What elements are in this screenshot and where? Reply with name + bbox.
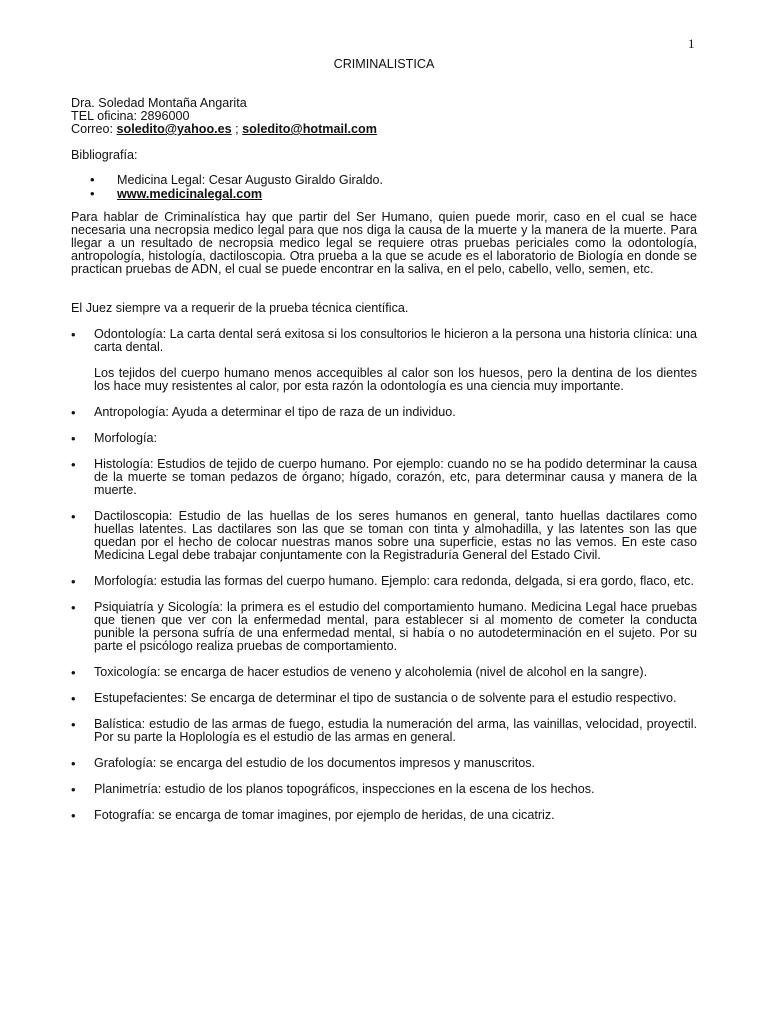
topic-planimetria: Planimetría: estudio de los planos topográficos, inspecciones en la escena de los hechos. xyxy=(94,782,595,796)
bullet-icon: • xyxy=(71,756,76,771)
topic-histologia: Histología: Estudios de tejido de cuerpo humano. Por ejemplo: cuando no se ha podido determinar la causa de la muerte se toman pedazos de órgano; hígado, corazón, etc, para determinar causa y manera de la muerte. xyxy=(94,457,697,497)
topic-psiquiatria: Psiquiatría y Sicología: la primera es el estudio del comportamiento humano. Medicina Legal hace pruebas que tienen que ver con la enfermedad mental, para establecer si al momento de cometer la conducta punible la persona sufría de una enfermedad mental, si había o no autodeterminación en el sujeto. Por su parte el psicólogo realiza pruebas de comportamiento. xyxy=(94,600,697,653)
list-item xyxy=(71,432,697,445)
list-item xyxy=(71,406,697,419)
page-number: 1 xyxy=(688,36,695,51)
list-item xyxy=(71,575,697,588)
document-title: CRIMINALISTICA xyxy=(333,57,435,71)
bullet-icon: • xyxy=(71,600,76,615)
bullet-icon: • xyxy=(71,691,76,706)
bibliography-list xyxy=(90,174,690,202)
list-item xyxy=(71,510,697,562)
list-item xyxy=(71,692,697,705)
topic-odontologia-detail: Los tejidos del cuerpo humano menos accequibles al calor son los huesos, pero la dentina de los dientes los hace muy resistentes al calor, por esta razón la odontología es una ciencia muy importante. xyxy=(94,366,697,393)
list-item xyxy=(71,718,697,744)
list-item xyxy=(71,328,697,393)
bullet-icon: • xyxy=(90,186,95,201)
contact-block xyxy=(71,97,697,136)
topic-odontologia: Odontología: La carta dental será exitosa si los consultorios le hicieron a la persona una historia clínica: una carta dental. xyxy=(94,327,697,354)
list-item xyxy=(71,809,697,822)
bullet-icon: • xyxy=(90,172,95,187)
list-item xyxy=(71,757,697,770)
topic-morfologia-heading: Morfología: xyxy=(94,431,157,445)
email-separator: ; xyxy=(231,122,243,136)
topic-estupefacientes: Estupefacientes: Se encarga de determinar el tipo de sustancia o de solvente para el estudio respectivo. xyxy=(94,691,677,705)
email-link-hotmail[interactable]: soledito@hotmail.com xyxy=(242,122,377,136)
topic-morfologia: Morfología: estudia las formas del cuerpo humano. Ejemplo: cara redonda, delgada, si era gordo, flaco, etc. xyxy=(94,574,694,588)
bullet-icon: • xyxy=(71,457,76,472)
topic-balistica: Balística: estudio de las armas de fuego, estudia la numeración del arma, las vainillas, velocidad, proyectil. Por su parte la Hoplología es el estudio de las armas en general. xyxy=(94,717,697,744)
list-item xyxy=(71,666,697,679)
topics-list xyxy=(71,328,697,822)
bibliography-book: Medicina Legal: Cesar Augusto Giraldo Giraldo. xyxy=(117,173,384,187)
bibliography-website-link[interactable]: www.medicinalegal.com xyxy=(117,187,263,201)
bullet-icon: • xyxy=(71,808,76,823)
bullet-icon: • xyxy=(71,665,76,680)
bullet-icon: • xyxy=(71,574,76,589)
email-label: Correo: xyxy=(71,122,117,136)
list-item xyxy=(71,783,697,796)
topic-fotografia: Fotografía: se encarga de tomar imagines, por ejemplo de heridas, de una cicatriz. xyxy=(94,808,555,822)
bibliography-heading: Bibliografía: xyxy=(71,148,138,162)
topic-dactiloscopia: Dactiloscopia: Estudio de las huellas de los seres humanos en general, tanto huellas dactilares como huellas latentes. Las dactilares son las que se toman con tinta y almohadilla, y las latentes son las que quedan por el hecho de colocar nuestras manos sobre una superficie, estas no las vemos. En este caso Medicina Legal debe trabajar conjuntamente con la Registraduría General del Estado Civil. xyxy=(94,509,697,562)
bullet-icon: • xyxy=(71,405,76,420)
author-name: Dra. Soledad Montaña Angarita xyxy=(71,96,247,110)
bullet-icon: • xyxy=(71,717,76,732)
topic-antropologia: Antropología: Ayuda a determinar el tipo de raza de un individuo. xyxy=(94,405,456,419)
topic-toxicologia: Toxicología: se encarga de hacer estudios de veneno y alcoholemia (nivel de alcohol en la sangre). xyxy=(94,665,648,679)
email-line xyxy=(71,123,697,136)
email-link-yahoo[interactable]: soledito@yahoo.es xyxy=(116,122,232,136)
bullet-icon: • xyxy=(71,327,76,342)
list-item xyxy=(71,458,697,497)
bullet-icon: • xyxy=(71,782,76,797)
judge-paragraph: El Juez siempre va a requerir de la prueba técnica científica. xyxy=(71,301,409,315)
bullet-icon: • xyxy=(71,509,76,524)
office-phone: TEL oficina: 2896000 xyxy=(71,109,190,123)
bullet-icon: • xyxy=(71,431,76,446)
bibliography-item xyxy=(90,174,690,188)
list-item xyxy=(71,601,697,653)
intro-paragraph: Para hablar de Criminalística hay que partir del Ser Humano, quien puede morir, caso en el cual se hace necesaria una necropsia medico legal para que nos diga la causa de la muerte y la manera de la muerte. Para llegar a un resultado de necropsia medico legal se requiere otras pruebas periciales como la odontología, antropología, histología, dactiloscopia. Otra prueba a la que se acude es el laboratorio de Biología en donde se practican pruebas de ADN, el cual se puede encontrar en la saliva, en el pelo, cabello, vello, semen, etc. xyxy=(71,210,697,276)
topic-grafologia: Grafología: se encarga del estudio de los documentos impresos y manuscritos. xyxy=(94,756,536,770)
bibliography-item xyxy=(90,188,690,202)
